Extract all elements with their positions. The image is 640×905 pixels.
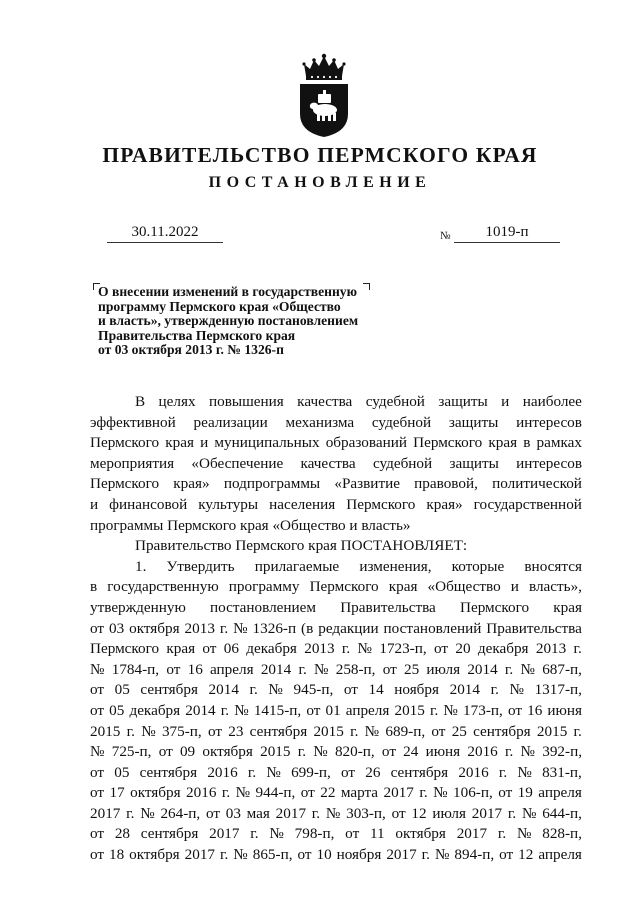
body-line: мероприятия «Обеспечение качества судебной защиты интересов	[90, 454, 582, 472]
subject-line: и власть», утвержденную постановлением	[98, 313, 359, 329]
subject-line: программу Пермского края «Общество	[98, 298, 341, 314]
subject-line: Правительства Пермского края	[98, 327, 296, 343]
body-line: от 03 октября 2013 г. № 1326-п (в редакции постановлений Правительства	[90, 619, 582, 637]
decree-number: 1019-п	[454, 224, 560, 243]
crown-icon	[302, 54, 345, 80]
subject-line: от 03 октября 2013 г. № 1326-п	[98, 342, 284, 358]
body-line: от 05 сентября 2016 г. № 699-п, от 26 сентября 2016 г. № 831-п,	[90, 763, 582, 781]
document-type: ПОСТАНОВЛЕНИЕ	[208, 174, 432, 191]
body-line: от 18 октября 2017 г. № 865-п, от 10 ноября 2017 г. № 894-п, от 12 апреля	[90, 846, 582, 864]
body-line: Пермского края» подпрограммы «Развитие правовой, политической	[90, 475, 582, 493]
number-sign: №	[440, 230, 451, 242]
body-line: № 1784-п, от 16 апреля 2014 г. № 258-п, от 25 июля 2014 г. № 687-п,	[90, 660, 582, 678]
body-line: Пермского края и муниципальных образований Пермского края в рамках	[90, 434, 582, 452]
body-line: от 05 сентября 2014 г. № 945-п, от 14 ноября 2014 г. № 1317-п,	[90, 681, 582, 699]
government-title: ПРАВИТЕЛЬСТВО ПЕРМСКОГО КРАЯ	[102, 143, 538, 167]
body-line: утвержденную постановлением Правительства Пермского края	[90, 598, 582, 616]
decree-date: 30.11.2022	[107, 224, 223, 243]
body-line: в государственную программу Пермского края «Общество и власть»,	[90, 578, 582, 596]
body-line: эффективной реализации механизма судебной защиты интересов	[90, 413, 582, 431]
body-line: от 17 октября 2016 г. № 944-п, от 22 марта 2017 г. № 106-п, от 19 апреля	[90, 784, 582, 802]
body-line: программы Пермского края «Общество и власть»	[90, 516, 411, 534]
body-line: 2017 г. № 264-п, от 03 мая 2017 г. № 303-п, от 12 июля 2017 г. № 644-п,	[90, 804, 582, 822]
body-line: № 725-п, от 09 октября 2015 г. № 820-п, от 24 июня 2016 г. № 392-п,	[90, 743, 582, 761]
body-line: 2015 г. № 375-п, от 23 сентября 2015 г. № 689-п, от 25 сентября 2015 г.	[90, 722, 582, 740]
body-line: и финансовой культуры населения Пермского края» государственной	[90, 495, 582, 513]
body-line: Правительство Пермского края ПОСТАНОВЛЯЕТ:	[135, 537, 468, 555]
perm-krai-emblem-icon	[296, 52, 352, 138]
body-line: от 28 сентября 2017 г. № 798-п, от 11 октября 2017 г. № 828-п,	[90, 825, 582, 843]
body-line: В целях повышения качества судебной защиты и наиболее	[135, 393, 582, 410]
subject-line: О внесении изменений в государственную	[98, 284, 357, 299]
body-line: Пермского края от 06 декабря 2013 г. № 1723-п, от 20 декабря 2013 г.	[90, 640, 582, 658]
body-line: от 05 декабря 2014 г. № 1415-п, от 01 апреля 2015 г. № 173-п, от 16 июня	[90, 701, 582, 719]
body-line: 1. Утвердить прилагаемые изменения, которые вносятся	[135, 557, 582, 575]
decree-body	[90, 392, 582, 866]
decree-subject	[98, 285, 398, 358]
